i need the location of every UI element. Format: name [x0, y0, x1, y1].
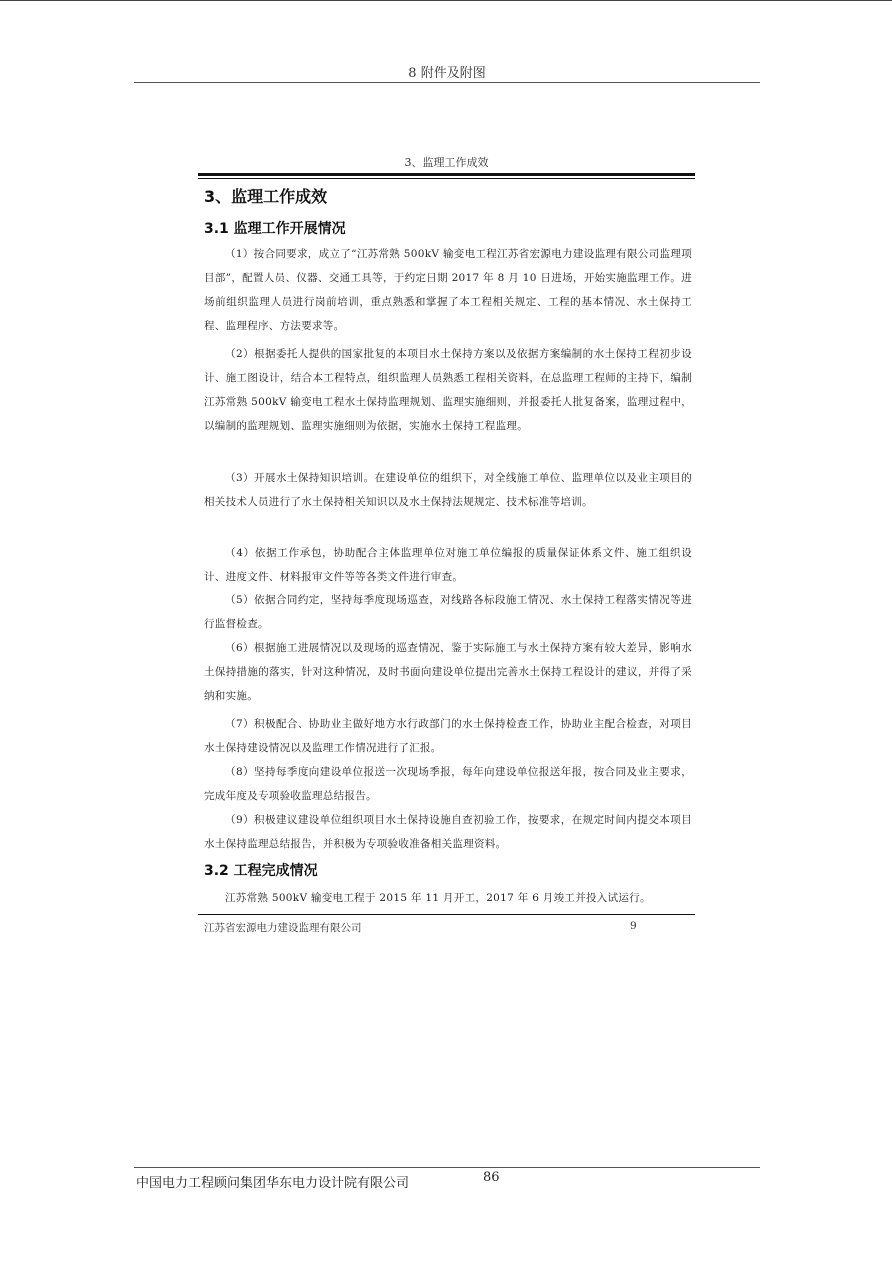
paragraph-2: （2）根据委托人提供的国家批复的本项目水土保持方案以及依据方案编制的水土保持工程初步设计、施工图设计，结合本工程特点，组织监理人员熟悉工程相关资料，在总监理工程师的主持下，编制江苏常熟 500kV 输变电工程水土保持监理规划、监理实施细则，并报委托人批复备案，监理过程中，以编制的监理规划、监理实施细则为依据，实施水土保持工程监理。 [204, 348, 692, 432]
embedded-report-page [198, 148, 695, 938]
outer-header-title: 8 附件及附图 [408, 66, 486, 81]
inner-header-rule-thick [198, 173, 695, 176]
inner-header-rule-thin [198, 178, 695, 179]
paragraph-1: （1）按合同要求，成立了“江苏常熟 500kV 输变电工程江苏省宏源电力建设监理有限公司监理项目部”，配置人员、仪器、交通工具等，于约定日期 2017 年 8 月 10 日进场，开始实施监理工作。进场前组织监理人员进行岗前培训，重点熟悉和掌握了本工程相关规定、工程的基本情况、水土保持工程、监理程序、方法要求等。 [204, 248, 692, 332]
paragraph-8: （8）坚持每季度向建设单位报送一次现场季报，每年向建设单位报送年报，按合同及业主要求，完成年度及专项验收监理总结报告。 [204, 766, 692, 802]
inner-footer-page-number: 9 [630, 920, 637, 932]
paragraph-5: （5）依据合同约定，坚持每季度现场巡查，对线路各标段施工情况、水土保持工程落实情况等进行监督检查。 [204, 594, 692, 630]
outer-header-rule [134, 82, 760, 83]
inner-footer-company: 江苏省宏源电力建设监理有限公司 [204, 922, 362, 934]
top-border [0, 0, 892, 1]
paragraph-3: （3）开展水土保持知识培训。在建设单位的组织下，对全线施工单位、监理单位以及业主项目的相关技术人员进行了水土保持相关知识以及水土保持法规规定、技术标准等培训。 [204, 472, 692, 508]
inner-footer-rule [198, 914, 695, 915]
inner-header-title: 3、监理工作成效 [404, 156, 489, 169]
closing-paragraph: 江苏常熟 500kV 输变电工程于 2015 年 11 月开工，2017 年 6 月竣工并投入试运行。 [225, 892, 651, 904]
paragraph-6: （6）根据施工进展情况以及现场的巡查情况，鉴于实际施工与水土保持方案有较大差异，影响水土保持措施的落实，针对这种情况，及时书面向建设单位提出完善水土保持工程设计的建议，并得了采纳和实施。 [204, 642, 692, 702]
subsection-title-1: 3.1 监理工作开展情况 [204, 221, 346, 237]
outer-footer-page-number: 86 [483, 1170, 500, 1185]
paragraph-7: （7）积极配合、协助业主做好地方水行政部门的水土保持检查工作，协助业主配合检查，对项目水土保持建设情况以及监理工作情况进行了汇报。 [204, 718, 692, 754]
paragraph-4: （4）依据工作承包，协助配合主体监理单位对施工单位编报的质量保证体系文件、施工组织设计、进度文件、材料报审文件等等各类文件进行审查。 [204, 547, 692, 583]
outer-footer-rule [134, 1167, 760, 1168]
section-title: 3、监理工作成效 [204, 187, 328, 206]
paragraph-9: （9）积极建议建设单位组织项目水土保持设施自查初验工作，按要求，在规定时间内提交本项目水土保持监理总结报告，并积极为专项验收准备相关监理资料。 [204, 814, 692, 850]
subsection-title-2: 3.2 工程完成情况 [204, 863, 318, 879]
outer-footer-company: 中国电力工程顾问集团华东电力设计院有限公司 [136, 1176, 410, 1191]
